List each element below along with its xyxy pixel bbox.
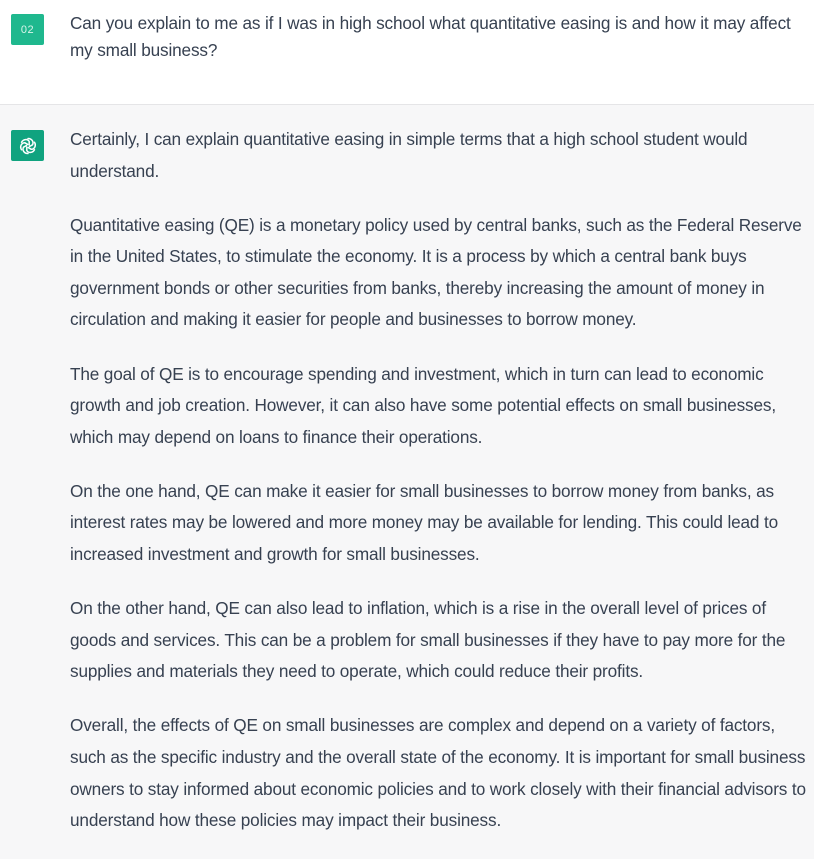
user-avatar-label: 02 xyxy=(20,23,35,36)
assistant-paragraph: On the other hand, QE can also lead to inflation, which is a rise in the overall level of prices of goods and services. This can be a problem for small businesses if they have to pay more for the supplies and materials they need to operate, which could reduce their profits. xyxy=(70,598,786,682)
user-message xyxy=(0,0,814,105)
user-avatar xyxy=(11,14,44,45)
assistant-paragraph: Overall, the effects of QE on small businesses are complex and depend on a variety of factors, such as the specific industry and the overall state of the economy. It is important for small business owners to stay informed about economic policies and to work closely with their financial advisors to understand how these policies may impact their business. xyxy=(70,715,806,831)
user-message-text: Can you explain to me as if I was in high school what quantitative easing is and how it may affect my small business? xyxy=(70,13,791,60)
assistant-message-text xyxy=(70,124,810,859)
assistant-avatar xyxy=(11,130,44,161)
assistant-message xyxy=(0,105,814,859)
assistant-paragraph: On the one hand, QE can make it easier for small businesses to borrow money from banks, as interest rates may be lowered and more money may be available for lending. This could lead to increased investment and growth for small businesses. xyxy=(70,480,779,565)
openai-logo-icon xyxy=(16,134,40,158)
assistant-paragraph: Quantitative easing (QE) is a monetary policy used by central banks, such as the Federal Reserve in the United States, to stimulate the economy. It is a process by which a central bank buys government bonds or other securities from banks, thereby increasing the amount of money in circulation and making it easier for people and businesses to borrow money. xyxy=(70,214,802,330)
assistant-paragraph: The goal of QE is to encourage spending and investment, which in turn can lead to economic growth and job creation. However, it can also have some potential effects on small businesses, which may depend on loans to finance their operations. xyxy=(70,363,776,447)
assistant-paragraph: Certainly, I can explain quantitative easing in simple terms that a high school student would understand. xyxy=(70,129,748,181)
